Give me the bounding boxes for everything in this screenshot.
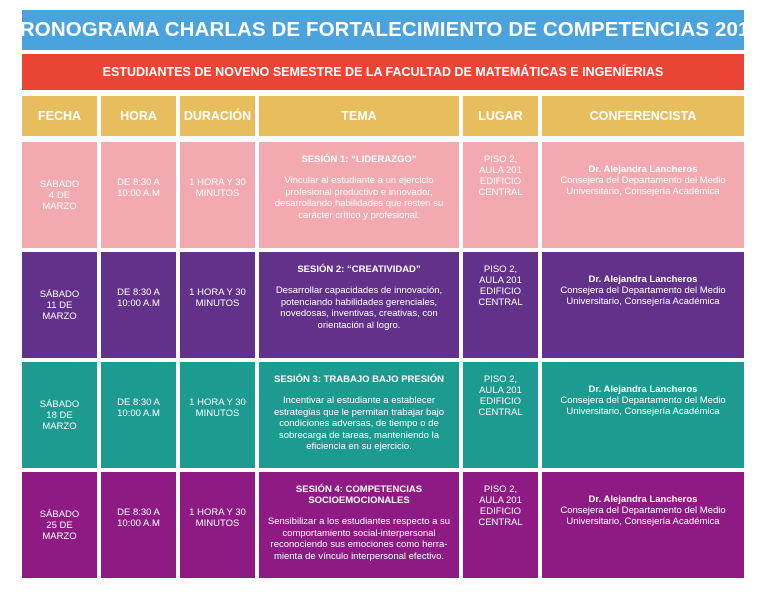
- place-line: PISO 2,: [483, 374, 518, 385]
- place-line: CENTRAL: [478, 187, 523, 198]
- topic-description-line: desarrollando habilidades que resten su: [274, 198, 444, 209]
- duracion-line: MINUTOS: [195, 408, 240, 419]
- fecha-line: MARZO: [42, 530, 77, 542]
- cell-duracion: [180, 252, 255, 358]
- duracion-line: 1 HORA Y 30: [189, 177, 246, 188]
- page-title: CRONOGRAMA CHARLAS DE FORTALECIMIENTO DE COMPETENCIAS 2017: [22, 10, 744, 50]
- duracion-line: MINUTOS: [195, 298, 240, 309]
- fecha-line: MARZO: [42, 310, 77, 322]
- fecha-line: 25 DE: [46, 519, 73, 531]
- cell-duracion: [180, 142, 255, 248]
- lecturer-role-line: Consejera del Departamento del Medio: [560, 285, 726, 296]
- cell-lugar: [463, 142, 538, 248]
- topic-description: [276, 285, 442, 331]
- topic-title-line: SESIÓN 4: COMPETENCIAS: [295, 484, 423, 495]
- topic-description-line: estrategias que le permitan trabajar bajo: [273, 406, 445, 418]
- fecha-line: 4 DE: [48, 189, 71, 201]
- topic-description-line: Sensibilizar a los estudiantes respecto a su: [267, 516, 451, 527]
- cell-duracion: [180, 472, 255, 578]
- topic-description-line: mienta de vínculo interpersonal efectivo.: [273, 550, 445, 562]
- place-line: CENTRAL: [478, 407, 523, 418]
- lecturer-role-line: Universitario, Consejería Académica: [566, 296, 720, 307]
- lecturer-role: [560, 175, 725, 197]
- topic-description-line: Desarrollar capacidades de innovación,: [275, 285, 443, 296]
- topic-title: [274, 374, 444, 385]
- lecturer-role: [560, 505, 725, 527]
- cell-tema: [259, 252, 459, 358]
- duracion-line: MINUTOS: [195, 188, 240, 199]
- page-subtitle: ESTUDIANTES DE NOVENO SEMESTRE DE LA FACULTAD DE MATEMÁTICAS E INGENÍERIAS: [22, 54, 744, 90]
- cell-conferencista: [542, 252, 744, 358]
- topic-description: [275, 175, 443, 221]
- place-line: EDIFICIO: [479, 286, 522, 297]
- hora-line: DE 8:30 A: [117, 287, 160, 298]
- place-line: PISO 2,: [483, 484, 518, 495]
- cell-fecha: [22, 252, 97, 358]
- hora-line: 10:00 A.M: [117, 188, 160, 199]
- topic-description-line: eficiencia en su ejercicio.: [306, 441, 412, 452]
- duracion-line: 1 HORA Y 30: [189, 287, 246, 298]
- fecha-line: SÁBADO: [39, 398, 80, 410]
- lecturer-name: Dr. Alejandra Lancheros: [588, 384, 698, 395]
- hora-line: DE 8:30 A: [117, 177, 160, 188]
- cell-fecha: [22, 472, 97, 578]
- fecha-line: 11 DE: [46, 299, 73, 311]
- cell-hora: [101, 252, 176, 358]
- hora-line: 10:00 A.M: [117, 408, 160, 419]
- topic-description-line: orientación al logro.: [317, 319, 401, 331]
- lecturer-name: Dr. Alejandra Lancheros: [588, 164, 698, 175]
- fecha-line: SÁBADO: [39, 508, 80, 520]
- topic-description-line: carácter crítico y profesional.: [298, 209, 420, 221]
- topic-title-line: SESIÓN 3: TRABAJO BAJO PRESIÓN: [274, 374, 444, 385]
- hora-line: DE 8:30 A: [117, 507, 160, 518]
- cell-conferencista: [542, 472, 744, 578]
- place-line: EDIFICIO: [479, 176, 522, 187]
- cell-lugar: [463, 472, 538, 578]
- cell-hora: [101, 362, 176, 468]
- lecturer-role: [560, 285, 725, 307]
- header-fecha: FECHA: [22, 96, 97, 136]
- topic-description-line: comportamiento social-interpersonal: [282, 527, 436, 539]
- duracion-line: 1 HORA Y 30: [189, 397, 246, 408]
- place-line: EDIFICIO: [479, 396, 522, 407]
- fecha-line: MARZO: [42, 420, 77, 432]
- hora-line: 10:00 A.M: [117, 518, 160, 529]
- topic-description-line: sobrecarga de tareas, manteniendo la: [278, 429, 439, 441]
- lecturer-role-line: Consejera del Departamento del Medio: [560, 395, 726, 406]
- lecturer-role-line: Universitario, Consejería Académica: [566, 406, 720, 417]
- cell-duracion: [180, 362, 255, 468]
- fecha-line: SÁBADO: [39, 288, 80, 300]
- cell-conferencista: [542, 362, 744, 468]
- lecturer-role-line: Universitario, Consejería Académica: [566, 186, 720, 197]
- topic-description-line: reconociendo sus emociones como herra-: [270, 539, 448, 550]
- cell-tema: [259, 472, 459, 578]
- header-conferencista: CONFERENCISTA: [542, 96, 744, 136]
- lecturer-role: [560, 395, 725, 417]
- topic-title: [301, 154, 416, 165]
- cell-fecha: [22, 362, 97, 468]
- place-line: AULA 201: [479, 385, 522, 396]
- lecturer-role-line: Consejera del Departamento del Medio: [560, 505, 726, 516]
- lecturer-role-line: Universitario, Consejería Académica: [566, 516, 720, 527]
- place-line: AULA 201: [479, 275, 522, 286]
- header-duracion: DURACIÓN: [180, 96, 255, 136]
- lecturer-name: Dr. Alejandra Lancheros: [588, 494, 698, 505]
- fecha-line: MARZO: [42, 200, 77, 212]
- place-line: PISO 2,: [483, 264, 518, 275]
- topic-description: [274, 395, 444, 453]
- topic-description-line: potenciando habilidades gerenciales,: [280, 296, 438, 308]
- header-tema: TEMA: [259, 96, 459, 136]
- topic-description-line: novedosas, inventivas, creativas, con: [280, 308, 438, 319]
- fecha-line: 18 DE: [46, 409, 73, 421]
- cell-conferencista: [542, 142, 744, 248]
- topic-description-line: condiciones adversas, de tiempo o de: [279, 418, 439, 429]
- cell-lugar: [463, 252, 538, 358]
- topic-title-line: SESIÓN 2: “CREATIVIDAD”: [297, 264, 421, 275]
- hora-line: DE 8:30 A: [117, 397, 160, 408]
- place-line: CENTRAL: [478, 517, 523, 528]
- topic-title-line: SESIÓN 1: “LIDERAZGO”: [301, 154, 417, 165]
- duracion-line: MINUTOS: [195, 518, 240, 529]
- cell-lugar: [463, 362, 538, 468]
- topic-title-line: SOCIOEMOCIONALES: [308, 495, 410, 506]
- topic-description-line: profesional productivo e innovador,: [285, 186, 433, 198]
- header-hora: HORA: [101, 96, 176, 136]
- duracion-line: 1 HORA Y 30: [189, 507, 246, 518]
- cell-hora: [101, 142, 176, 248]
- topic-title: [296, 484, 422, 506]
- cell-tema: [259, 142, 459, 248]
- place-line: EDIFICIO: [479, 506, 522, 517]
- topic-description: [268, 516, 450, 562]
- header-lugar: LUGAR: [463, 96, 538, 136]
- topic-description-line: Incentivar al estudiante a establecer: [282, 395, 436, 406]
- lecturer-role-line: Consejera del Departamento del Medio: [560, 175, 726, 186]
- topic-title: [297, 264, 420, 275]
- fecha-line: SÁBADO: [39, 178, 80, 190]
- lecturer-name: Dr. Alejandra Lancheros: [588, 274, 698, 285]
- cell-fecha: [22, 142, 97, 248]
- topic-description-line: Vincular al estudiante a un ejercicio: [284, 175, 434, 186]
- place-line: PISO 2,: [483, 154, 518, 165]
- place-line: AULA 201: [479, 495, 522, 506]
- place-line: AULA 201: [479, 165, 522, 176]
- cell-hora: [101, 472, 176, 578]
- place-line: CENTRAL: [478, 297, 523, 308]
- hora-line: 10:00 A.M: [117, 298, 160, 309]
- cell-tema: [259, 362, 459, 468]
